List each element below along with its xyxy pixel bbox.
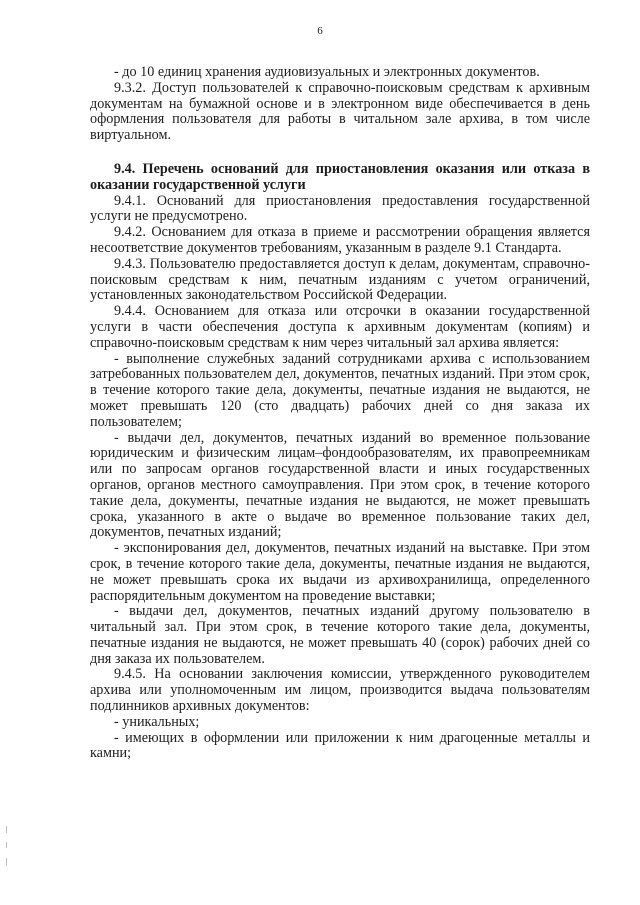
document-body <box>90 65 590 762</box>
paragraph-list-item-unique: - уникальных; <box>114 713 200 730</box>
paragraph-list-item-exhibition: - экспонирования дел, документов, печатных изданий на выставке. При этом срок, в течение которого такие дела, документы, печатные издания не выдаются, не может превышать срока их выдачи из архивохранилища, определенного распорядительным документом на проведение выставки; <box>90 540 590 604</box>
paragraph-list-item-other-user: - выдачи дел, документов, печатных изданий другому пользователю в читальный зал. При этом срок, в течение которого такие дела, документы, печатные издания не выдаются, не может превышать 40 (сорок) рабочих дней со дня заказа их пользователем. <box>90 603 590 667</box>
paragraph-list-item-temporary-use: - выдачи дел, документов, печатных изданий во временное пользование юридическим и физическим лицам–фондообразователям, их правопреемникам или по запросам органов государственной власти и иных государственных органов, органов местного самоуправления. При этом срок, в течение которого такие дела, документы, печатные издания не выдаются, не может превышать срока, указанного в акте о выдаче во временное пользование таких дел, документов, печатных изданий; <box>90 429 590 541</box>
paragraph-9-3-2: 9.3.2. Доступ пользователей к справочно-поисковым средствам к архивным документам на бумажной основе и в электронном виде обеспечивается в день оформления пользователя для работы в читальном зале архива, в том числе виртуальном. <box>90 79 590 144</box>
paragraph-9-4-3: 9.4.3. Пользователю предоставляется доступ к делам, документам, справочно-поисковым средствам к ним, печатным изданиям с учетом ограничений, установленных законодательством Российской Федерации. <box>90 255 590 304</box>
paragraph-list-item-storage-units: - до 10 единиц хранения аудиовизуальных и электронных документов. <box>114 64 540 80</box>
paragraph-9-4-5: 9.4.5. На основании заключения комиссии, утвержденного руководителем архива или уполномоченным им лицом, производится выдача пользователям подлинников архивных документов: <box>90 666 590 715</box>
paragraph-9-4-4: 9.4.4. Основанием для отказа или отсрочки в оказании государственной услуги в части обеспечения доступа к архивным документам (копиям) и справочно-поисковым средствам к ним через читальный зал архива является: <box>90 303 590 351</box>
scan-artifact-mark <box>6 858 7 866</box>
scan-artifact-mark <box>6 826 7 833</box>
paragraph-list-item-official-tasks: - выполнение служебных заданий сотрудниками архива с использованием затребованных пользователем дел, документов, печатных изданий. При этом срок, в течение которого такие дела, документы, печатные издания не выдаются, не может превышать 120 (сто двадцать) рабочих дней со дня заказа их пользователем; <box>90 350 590 430</box>
paragraph-9-4-2: 9.4.2. Основанием для отказа в приеме и рассмотрении обращения является несоответствие документов требованиям, указанным в разделе 9.1 Стандарта. <box>90 224 590 256</box>
page-number: 6 <box>317 25 323 37</box>
paragraph-9-4-1: 9.4.1. Оснований для приостановления предоставления государственной услуги не предусмотрено. <box>90 192 590 225</box>
scan-artifact-mark <box>6 842 7 848</box>
paragraph-list-item-precious-metals: - имеющих в оформлении или приложении к ним драгоценные металлы и камни; <box>90 729 590 762</box>
section-heading-9-4: 9.4. Перечень оснований для приостановления оказания или отказа в оказании государственной услуги <box>90 160 590 193</box>
